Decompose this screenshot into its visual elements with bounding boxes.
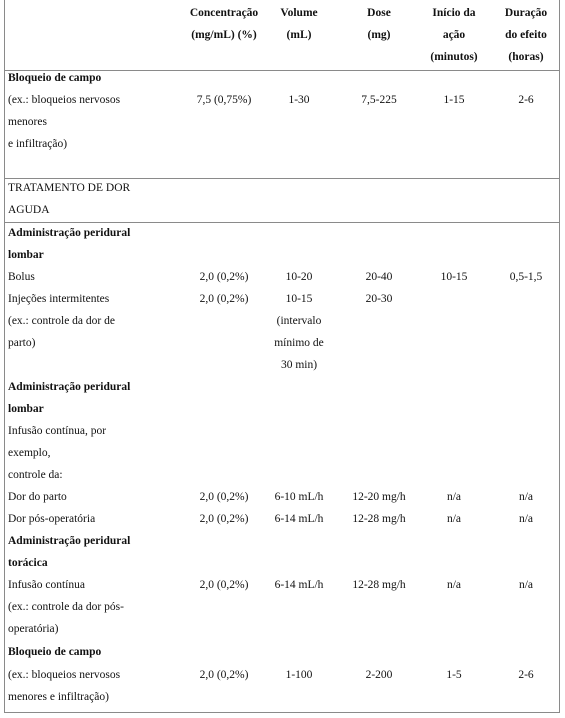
row-label: Infusão contínua, por [8, 425, 107, 437]
dosage-table [4, 0, 560, 713]
header-inicio-line1: Início da [432, 7, 476, 19]
cell-volume: 1-100 [285, 669, 313, 681]
cell-concentracao: 7,5 (0,75%) [196, 94, 252, 106]
table-border-right [559, 0, 560, 713]
row-label: Dor do parto [8, 491, 67, 503]
cell-volume: 1-30 [288, 94, 310, 106]
row-label: operatória) [8, 623, 59, 635]
row-label: parto) [8, 337, 36, 349]
row-label: (ex.: bloqueios nervosos [8, 94, 121, 106]
header-dose-line2: (mg) [367, 29, 391, 41]
cell-dose: 12-28 mg/h [352, 513, 406, 525]
cell-dose: 12-20 mg/h [352, 491, 406, 503]
cell-dose: 7,5-225 [361, 94, 397, 106]
cell-dose: 2-200 [365, 669, 393, 681]
row-label: Dor pós-operatória [8, 513, 96, 525]
row-label: menores e infiltração) [8, 691, 109, 703]
cell-concentracao: 2,0 (0,2%) [199, 513, 249, 525]
row-label: (ex.: bloqueios nervosos [8, 669, 121, 681]
cell-inicio: n/a [446, 579, 462, 591]
header-duracao-line1: Duração [504, 7, 548, 19]
header-inicio-line2: ação [442, 29, 466, 41]
cell-concentracao: 2,0 (0,2%) [199, 579, 249, 591]
cell-dose: 20-30 [365, 293, 393, 305]
cell-volume: 30 min) [280, 359, 318, 371]
row-label: Bolus [8, 271, 35, 283]
cell-volume: 10-15 [285, 293, 313, 305]
row-label: Injeções intermitentes [8, 293, 110, 305]
row-title: Administração peridural [8, 535, 131, 547]
header-inicio-line3: (minutos) [430, 51, 478, 63]
row-label: Infusão contínua [8, 579, 85, 591]
row-title: torácica [8, 557, 48, 569]
cell-duracao: n/a [518, 491, 534, 503]
cell-duracao: 2-6 [518, 94, 534, 106]
cell-inicio: 10-15 [440, 271, 468, 283]
row-label: (ex.: controle da dor de [8, 315, 115, 327]
header-dose-line1: Dose [367, 7, 391, 19]
row-label: exemplo, [8, 447, 51, 459]
row-label: (ex.: controle da dor pós- [8, 601, 124, 613]
row-title: lombar [8, 249, 44, 261]
cell-volume: 6-14 mL/h [274, 579, 324, 591]
header-volume-line1: Volume [280, 7, 318, 19]
row-title: Bloqueio de campo [8, 72, 102, 84]
row-title: lombar [8, 403, 44, 415]
cell-dose: 20-40 [365, 271, 393, 283]
cell-inicio: n/a [446, 491, 462, 503]
cell-concentracao: 2,0 (0,2%) [199, 491, 249, 503]
section-title: TRATAMENTO DE DOR [8, 182, 131, 194]
row-title: Administração peridural [8, 381, 131, 393]
cell-concentracao: 2,0 (0,2%) [199, 293, 249, 305]
cell-inicio: 1-15 [443, 94, 465, 106]
row-title: Bloqueio de campo [8, 646, 102, 658]
row-title: Administração peridural [8, 227, 131, 239]
row-label: menores [8, 116, 47, 128]
section-title: AGUDA [8, 204, 50, 216]
cell-concentracao: 2,0 (0,2%) [199, 271, 249, 283]
row-label: e infiltração) [8, 138, 68, 150]
table-border-bottom [4, 712, 560, 713]
row-label: controle da: [8, 469, 63, 481]
header-duracao-line3: (horas) [508, 51, 544, 63]
cell-duracao: 2-6 [518, 669, 534, 681]
header-concentracao-line1: Concentração [189, 7, 259, 19]
cell-volume: (intervalo [276, 315, 322, 327]
cell-concentracao: 2,0 (0,2%) [199, 669, 249, 681]
table-border-left [4, 0, 5, 713]
header-concentracao-line2: (mg/mL) (%) [191, 29, 257, 41]
header-volume-line2: (mL) [286, 29, 312, 41]
cell-dose: 12-28 mg/h [352, 579, 406, 591]
cell-duracao: 0,5-1,5 [509, 271, 543, 283]
cell-inicio: 1-5 [446, 669, 462, 681]
cell-inicio: n/a [446, 513, 462, 525]
cell-duracao: n/a [518, 513, 534, 525]
cell-volume: 6-10 mL/h [274, 491, 324, 503]
cell-duracao: n/a [518, 579, 534, 591]
cell-volume: mínimo de [274, 337, 324, 349]
cell-volume: 6-14 mL/h [274, 513, 324, 525]
header-duracao-line2: do efeito [505, 29, 547, 41]
cell-volume: 10-20 [285, 271, 313, 283]
